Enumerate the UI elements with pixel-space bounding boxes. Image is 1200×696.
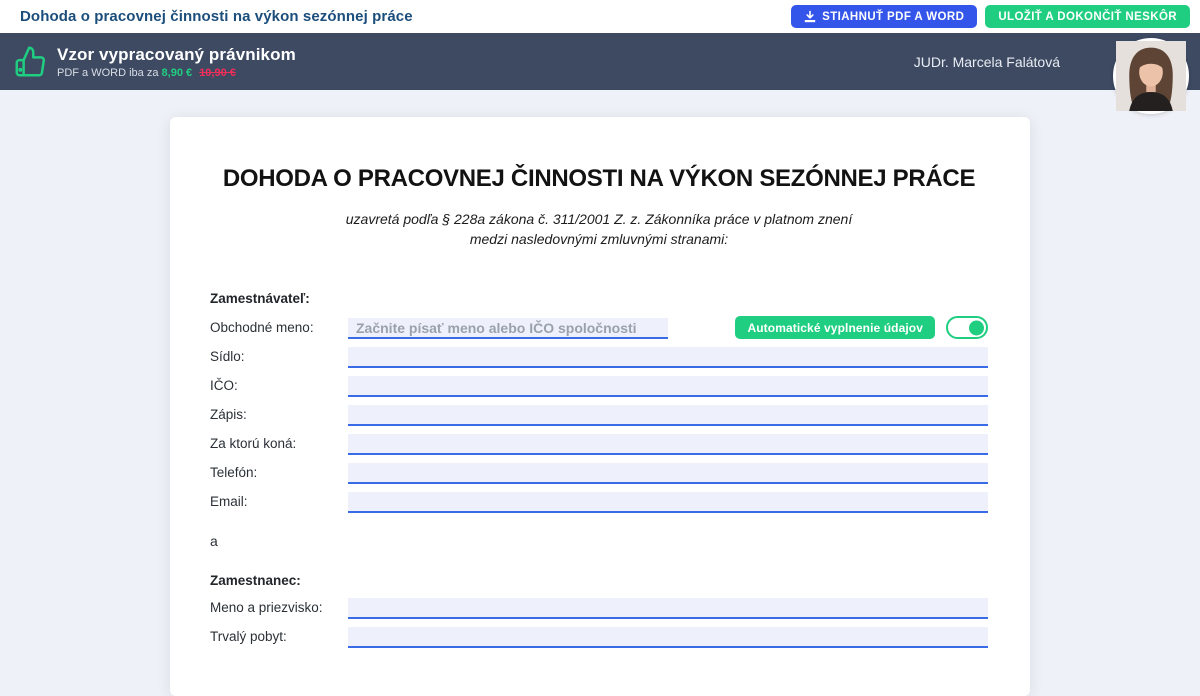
lawyer-avatar	[1113, 38, 1189, 114]
autofill-toggle[interactable]	[946, 316, 988, 339]
email-input[interactable]	[348, 492, 988, 513]
employer-section-heading: Zamestnávateľ:	[210, 291, 310, 306]
employee-section-heading: Zamestnanec:	[210, 573, 301, 588]
promo-heading: Vzor vypracovaný právnikom	[57, 44, 296, 64]
phone-input[interactable]	[348, 463, 988, 484]
price-prefix: PDF a WORD iba za	[57, 66, 162, 79]
field-label: Zápis:	[210, 407, 247, 422]
field-label: Sídlo:	[210, 349, 245, 364]
employer-row-acting-person	[210, 434, 988, 455]
field-label: Za ktorú koná:	[210, 436, 297, 451]
autofill-data-button[interactable]: Automatické vyplnenie údajov	[735, 316, 935, 339]
field-label: IČO:	[210, 378, 238, 393]
employee-row-full-name	[210, 598, 988, 619]
promo-text	[57, 45, 914, 79]
contract-form	[210, 291, 988, 648]
lawyer-name: JUDr. Marcela Falátová	[913, 53, 1060, 70]
conjunction-text: a	[210, 533, 218, 549]
field-label: Meno a priezvisko:	[210, 600, 323, 615]
document-card	[170, 117, 1030, 696]
topbar-actions	[791, 5, 1190, 28]
promo-price	[57, 67, 914, 79]
employer-row-company-name	[210, 316, 988, 339]
residence-input[interactable]	[348, 627, 988, 648]
field-label: Email:	[210, 494, 248, 509]
save-button-label: ULOŽIŤ A DOKONČIŤ NESKÔR	[998, 10, 1177, 23]
full-name-input[interactable]	[348, 598, 988, 619]
employer-row-phone	[210, 463, 988, 484]
acting-person-input[interactable]	[348, 434, 988, 455]
field-label: Trvalý pobyt:	[210, 629, 287, 644]
employer-row-ico	[210, 376, 988, 397]
field-label: Telefón:	[210, 465, 258, 480]
toggle-knob	[969, 320, 984, 335]
price-new: 8,90 €	[161, 66, 193, 79]
employee-row-residence	[210, 627, 988, 648]
registration-input[interactable]	[348, 405, 988, 426]
company-name-input[interactable]	[348, 318, 668, 339]
promo-bar	[0, 33, 1200, 90]
field-label: Obchodné meno:	[210, 320, 314, 335]
ico-input[interactable]	[348, 376, 988, 397]
employer-row-registration	[210, 405, 988, 426]
document-subtitle-line1: uzavretá podľa § 228a zákona č. 311/2001 Z. z. Zákonníka práce v platnom znení	[345, 211, 853, 227]
employer-row-email	[210, 492, 988, 513]
page-title: Dohoda o pracovnej činnosti na výkon sezónnej práce	[20, 8, 413, 25]
document-title: DOHODA O PRACOVNEJ ČINNOSTI NA VÝKON SEZÓNNEJ PRÁCE	[222, 165, 976, 192]
document-subtitle-line2: medzi nasledovnými zmluvnými stranami:	[469, 231, 729, 247]
save-finish-later-button[interactable]	[985, 5, 1190, 28]
price-old: 10,90 €	[199, 66, 236, 79]
download-icon	[804, 11, 816, 23]
topbar	[0, 0, 1200, 33]
thumbs-up-icon	[14, 44, 47, 79]
download-pdf-word-button[interactable]	[791, 5, 977, 28]
employer-row-address	[210, 347, 988, 368]
download-button-label: STIAHNUŤ PDF A WORD	[822, 10, 965, 23]
address-input[interactable]	[348, 347, 988, 368]
